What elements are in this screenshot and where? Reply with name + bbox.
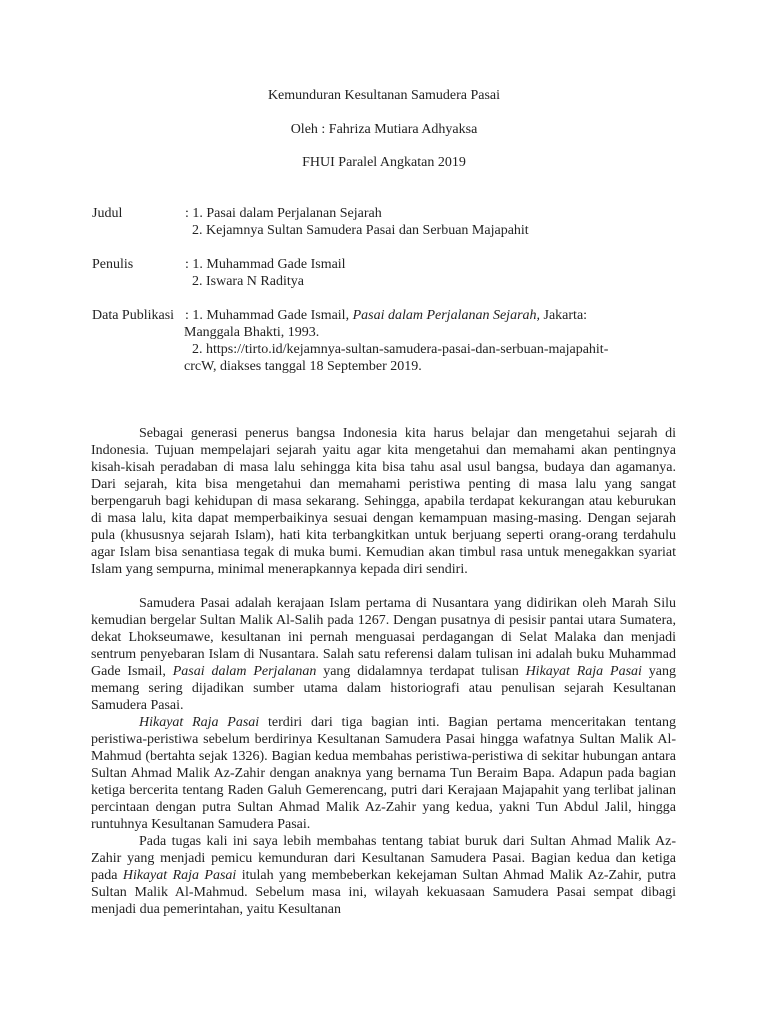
judul-item-1: : 1. Pasai dalam Perjalanan Sejarah xyxy=(185,206,382,221)
judul-row xyxy=(92,205,692,239)
body-text xyxy=(91,425,676,918)
author-line: Oleh : Fahriza Mutiara Adhyaksa xyxy=(290,122,478,137)
metadata-block xyxy=(92,205,692,375)
publikasi-item-1: : 1. Muhammad Gade Ismail, Pasai dalam Perjalanan Sejarah, Jakarta: xyxy=(185,308,588,323)
judul-label: Judul xyxy=(92,206,123,221)
penulis-item-2: 2. Iswara N Raditya xyxy=(192,274,304,289)
paragraph-1: Sebagai generasi penerus bangsa Indonesia kita harus belajar dan mengetahui sejarah di Indonesia. Tujuan mempelajari sejarah yaitu agar kita mengetahui dan memahami akan pentingnya kisah-kisah peradaban di masa lalu sehingga kita bisa tahu asal usul bangsa, budaya dan agamanya. Dari sejarah, kita bisa mengetahui dan memahami peristiwa penting di masa lalu yang sangat berpengaruh bagi kehidupan di masa sekarang. Sehingga, apabila terdapat kekurangan atau keburukan di masa lalu, kita dapat memperbaikinya sesuai dengan kemampuan masing-masing. Dengan sejarah pula (khususnya sejarah Islam), hati kita terbangkitkan untuk berjuang seperti orang-orang terdahulu agar Islam bisa senantiasa tegak di muka bumi. Kemudian akan timbul rasa untuk menegakkan syariat Islam yang sempurna, minimal menerapkannya kepada diri sendiri. xyxy=(91,426,676,577)
paragraph-2: Samudera Pasai adalah kerajaan Islam pertama di Nusantara yang didirikan oleh Marah Silu kemudian bergelar Sultan Malik Al-Salih pada 1267. Dengan pusatnya di pesisir pantai utara Sumatera, dekat Lhokseumawe, kesultanan ini pernah menguasai perdagangan di Selat Malaka dan menjadi sentrum penyebaran Islam di Nusantara. Salah satu referensi dalam tulisan ini adalah buku Muhammad Gade Ismail, Pasai dalam Perjalanan yang didalamnya terdapat tulisan Hikayat Raja Pasai yang memang sering dijadikan sumber utama dalam historiografi atau penulisan sejarah Kesultanan Samudera Pasai. xyxy=(91,596,676,713)
judul-item-2: 2. Kejamnya Sultan Samudera Pasai dan Serbuan Majapahit xyxy=(192,223,529,238)
document-title: Kemunduran Kesultanan Samudera Pasai xyxy=(267,88,501,103)
penulis-row xyxy=(92,256,692,290)
publikasi-title: Pasai dalam Perjalanan Sejarah, xyxy=(352,308,541,323)
publikasi-label: Data Publikasi xyxy=(92,308,175,323)
publikasi-item-2: 2. https://tirto.id/kejamnya-sultan-samudera-pasai-dan-serbuan-majapahit- xyxy=(192,342,609,357)
publikasi-item-1-cont: Manggala Bhakti, 1993. xyxy=(184,325,320,340)
paragraph-4: Pada tugas kali ini saya lebih membahas tentang tabiat buruk dari Sultan Ahmad Malik Az-Zahir yang menjadi pemicu kemunduran dari Kesultanan Samudera Pasai. Bagian kedua dan ketiga pada Hikayat Raja Pasai itulah yang membeberkan kekejaman Sultan Ahmad Malik Az-Zahir, putra Sultan Malik Al-Mahmud. Sebelum masa ini, wilayah kekuasaan Samudera Pasai sempat dibagi menjadi dua pemerintahan, yaitu Kesultanan xyxy=(91,834,676,917)
penulis-label: Penulis xyxy=(92,257,134,272)
paragraph-3: Hikayat Raja Pasai terdiri dari tiga bagian inti. Bagian pertama menceritakan tentang peristiwa-peristiwa sebelum berdirinya Kesultanan Samudera Pasai hingga wafatnya Sultan Malik Al-Mahmud (bertahta sejak 1326). Bagian kedua membahas peristiwa-peristiwa di sekitar hubungan antara Sultan Ahmad Malik Az-Zahir dengan anaknya yang bernama Tun Beraim Bapa. Adapun pada bagian ketiga bercerita tentang Raden Galuh Gemerencang, putri dari Kerajaan Majapahit yang terlibat jalinan percintaan dengan putra Sultan Ahmad Malik Az-Zahir yang kedua, yakni Tun Abdul Jalil, hingga runtuhnya Kesultanan Samudera Pasai. xyxy=(91,715,676,832)
penulis-item-1: : 1. Muhammad Gade Ismail xyxy=(185,257,346,272)
affiliation-line: FHUI Paralel Angkatan 2019 xyxy=(302,155,466,170)
publikasi-item-2-cont: crcW, diakses tanggal 18 September 2019. xyxy=(184,359,422,374)
publikasi-row xyxy=(92,307,692,375)
